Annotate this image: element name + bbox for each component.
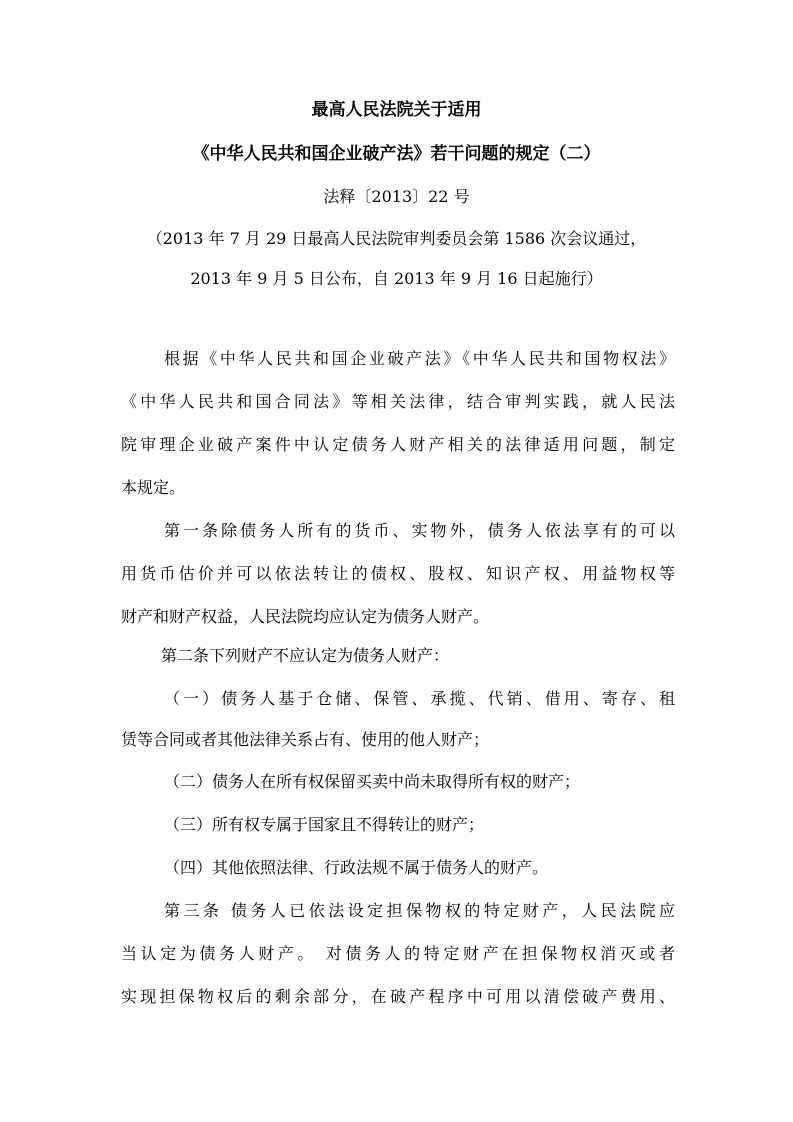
article-3-line: 当认定为债务人财产。 对债务人的特定财产在担保物权消灭或者 [121,944,675,963]
article-3-line: 第三条 债务人已依法设定担保物权的特定财产，人民法院应 [164,901,675,920]
article-2-heading: 第二条下列财产不应认定为债务人财产： [161,646,450,665]
adoption-note-line-1: （2013 年 7 月 29 日最高人民法院审判委员会第 1586 次会议通过， [146,229,647,248]
article-2-item-3: （三）所有权专属于国家且不得转让的财产； [164,815,485,834]
title-line-2: 《中华人民共和国企业破产法》若干问题的规定（二） [192,144,601,164]
preamble-line: 本规定。 [121,478,186,497]
document-number: 法释〔2013〕22 号 [323,187,470,206]
preamble-line: 根据《中华人民共和国企业破产法》《中华人民共和国物权法》 [164,349,675,368]
adoption-note-line-2: 2013 年 9 月 5 日公布，自 2013 年 9 月 16 日起施行） [190,269,603,288]
article-1-line: 第一条除债务人所有的货币、实物外，债务人依法享有的可以 [164,521,675,540]
article-2-item-1-line: （一）债务人基于仓储、保管、承揽、代销、借用、寄存、租 [164,689,675,708]
article-2-item-4: （四）其他依照法律、行政法规不属于债务人的财产。 [164,858,549,877]
article-2-item-1-line: 赁等合同或者其他法律关系占有、使用的他人财产； [121,730,490,749]
preamble-line: 《中华人民共和国合同法》等相关法律，结合审判实践，就人民法 [121,392,675,411]
article-2-item-2: （二）债务人在所有权保留买卖中尚未取得所有权的财产； [164,772,581,791]
article-3-line: 实现担保物权后的剩余部分，在破产程序中可用以清偿破产费用、 [121,987,675,1006]
article-1-line: 用货币估价并可以依法转让的债权、股权、知识产权、用益物权等 [121,564,675,583]
title-line-1: 最高人民法院关于适用 [311,100,482,120]
preamble-line: 院审理企业破产案件中认定债务人财产相关的法律适用问题，制定 [121,435,675,454]
article-1-line: 财产和财产权益，人民法院均应认定为债务人财产。 [121,607,490,626]
